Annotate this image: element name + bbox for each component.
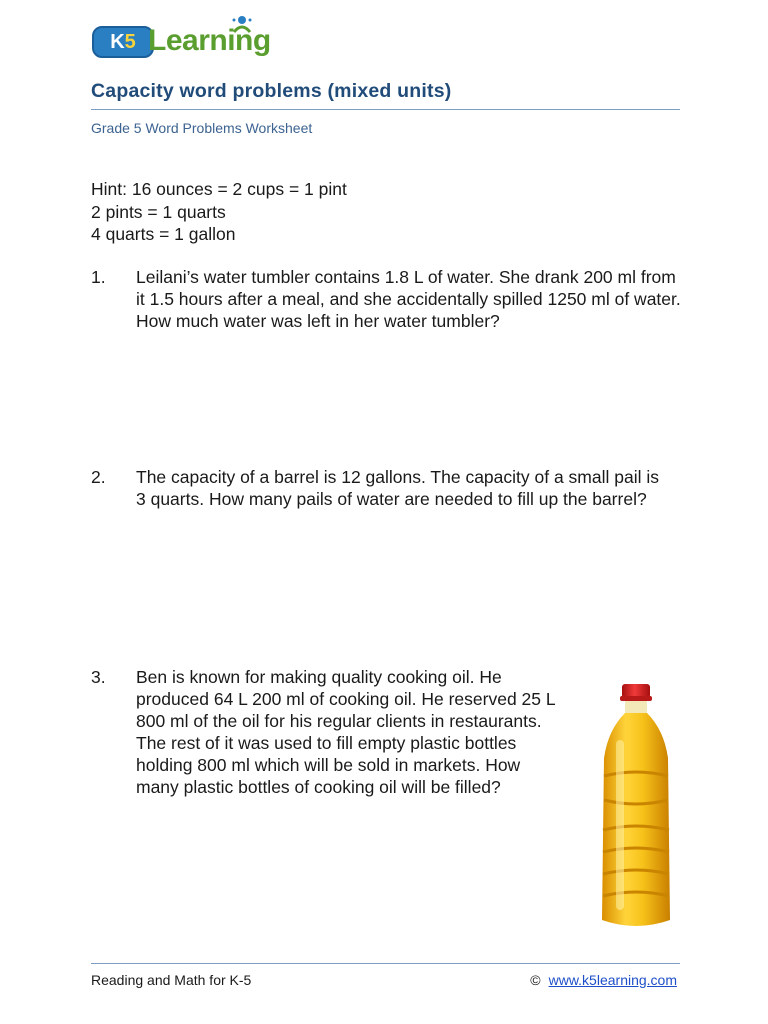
page-subtitle: Grade 5 Word Problems Worksheet	[91, 120, 313, 136]
problem-number: 3.	[91, 667, 106, 687]
logo-badge-5: 5	[124, 31, 136, 53]
problem-text: The capacity of a barrel is 12 gallons. The capacity of a small pail is 3 quarts. How many pails of water are needed to fill up the barrel?	[136, 467, 659, 509]
hint-line-3: 4 quarts = 1 gallon	[91, 224, 236, 244]
oil-bottle-icon	[590, 680, 682, 930]
logo-badge	[92, 26, 154, 58]
problem-number: 2.	[91, 467, 106, 487]
problem-text: Leilani’s water tumbler contains 1.8 L of water. She drank 200 ml from it 1.5 hours after a meal, and she accidentally spilled 1250 ml of water. How much water was left in her water tumbler?	[136, 267, 681, 331]
copyright-symbol: ©	[530, 972, 541, 988]
footer-tagline: Reading and Math for K-5	[91, 972, 252, 988]
page-title: Capacity word problems (mixed units)	[91, 80, 452, 102]
problem-number: 1.	[91, 267, 106, 287]
footer-credit	[530, 972, 677, 988]
k5-learning-logo[interactable]	[92, 14, 272, 60]
footer-divider	[91, 963, 680, 964]
title-divider	[91, 109, 680, 110]
hint-line-1: Hint: 16 ounces = 2 cups = 1 pint	[91, 179, 347, 199]
logo-badge-k: K	[110, 31, 125, 53]
logo-figure-icon	[228, 14, 256, 34]
website-link[interactable]: www.k5learning.com	[548, 972, 677, 988]
hint-block	[91, 178, 347, 246]
hint-line-2: 2 pints = 1 quarts	[91, 201, 226, 222]
logo-wordmark: Learning	[148, 24, 271, 57]
problem-text: Ben is known for making quality cooking oil. He produced 64 L 200 ml of cooking oil. He reserved 25 L 800 ml of the oil for his regular clients in restaurants. The rest of it was used to fill empty plastic bottles holding 800 ml which will be sold in markets. How many plastic bottles of cooking oil will be filled?	[136, 667, 555, 797]
